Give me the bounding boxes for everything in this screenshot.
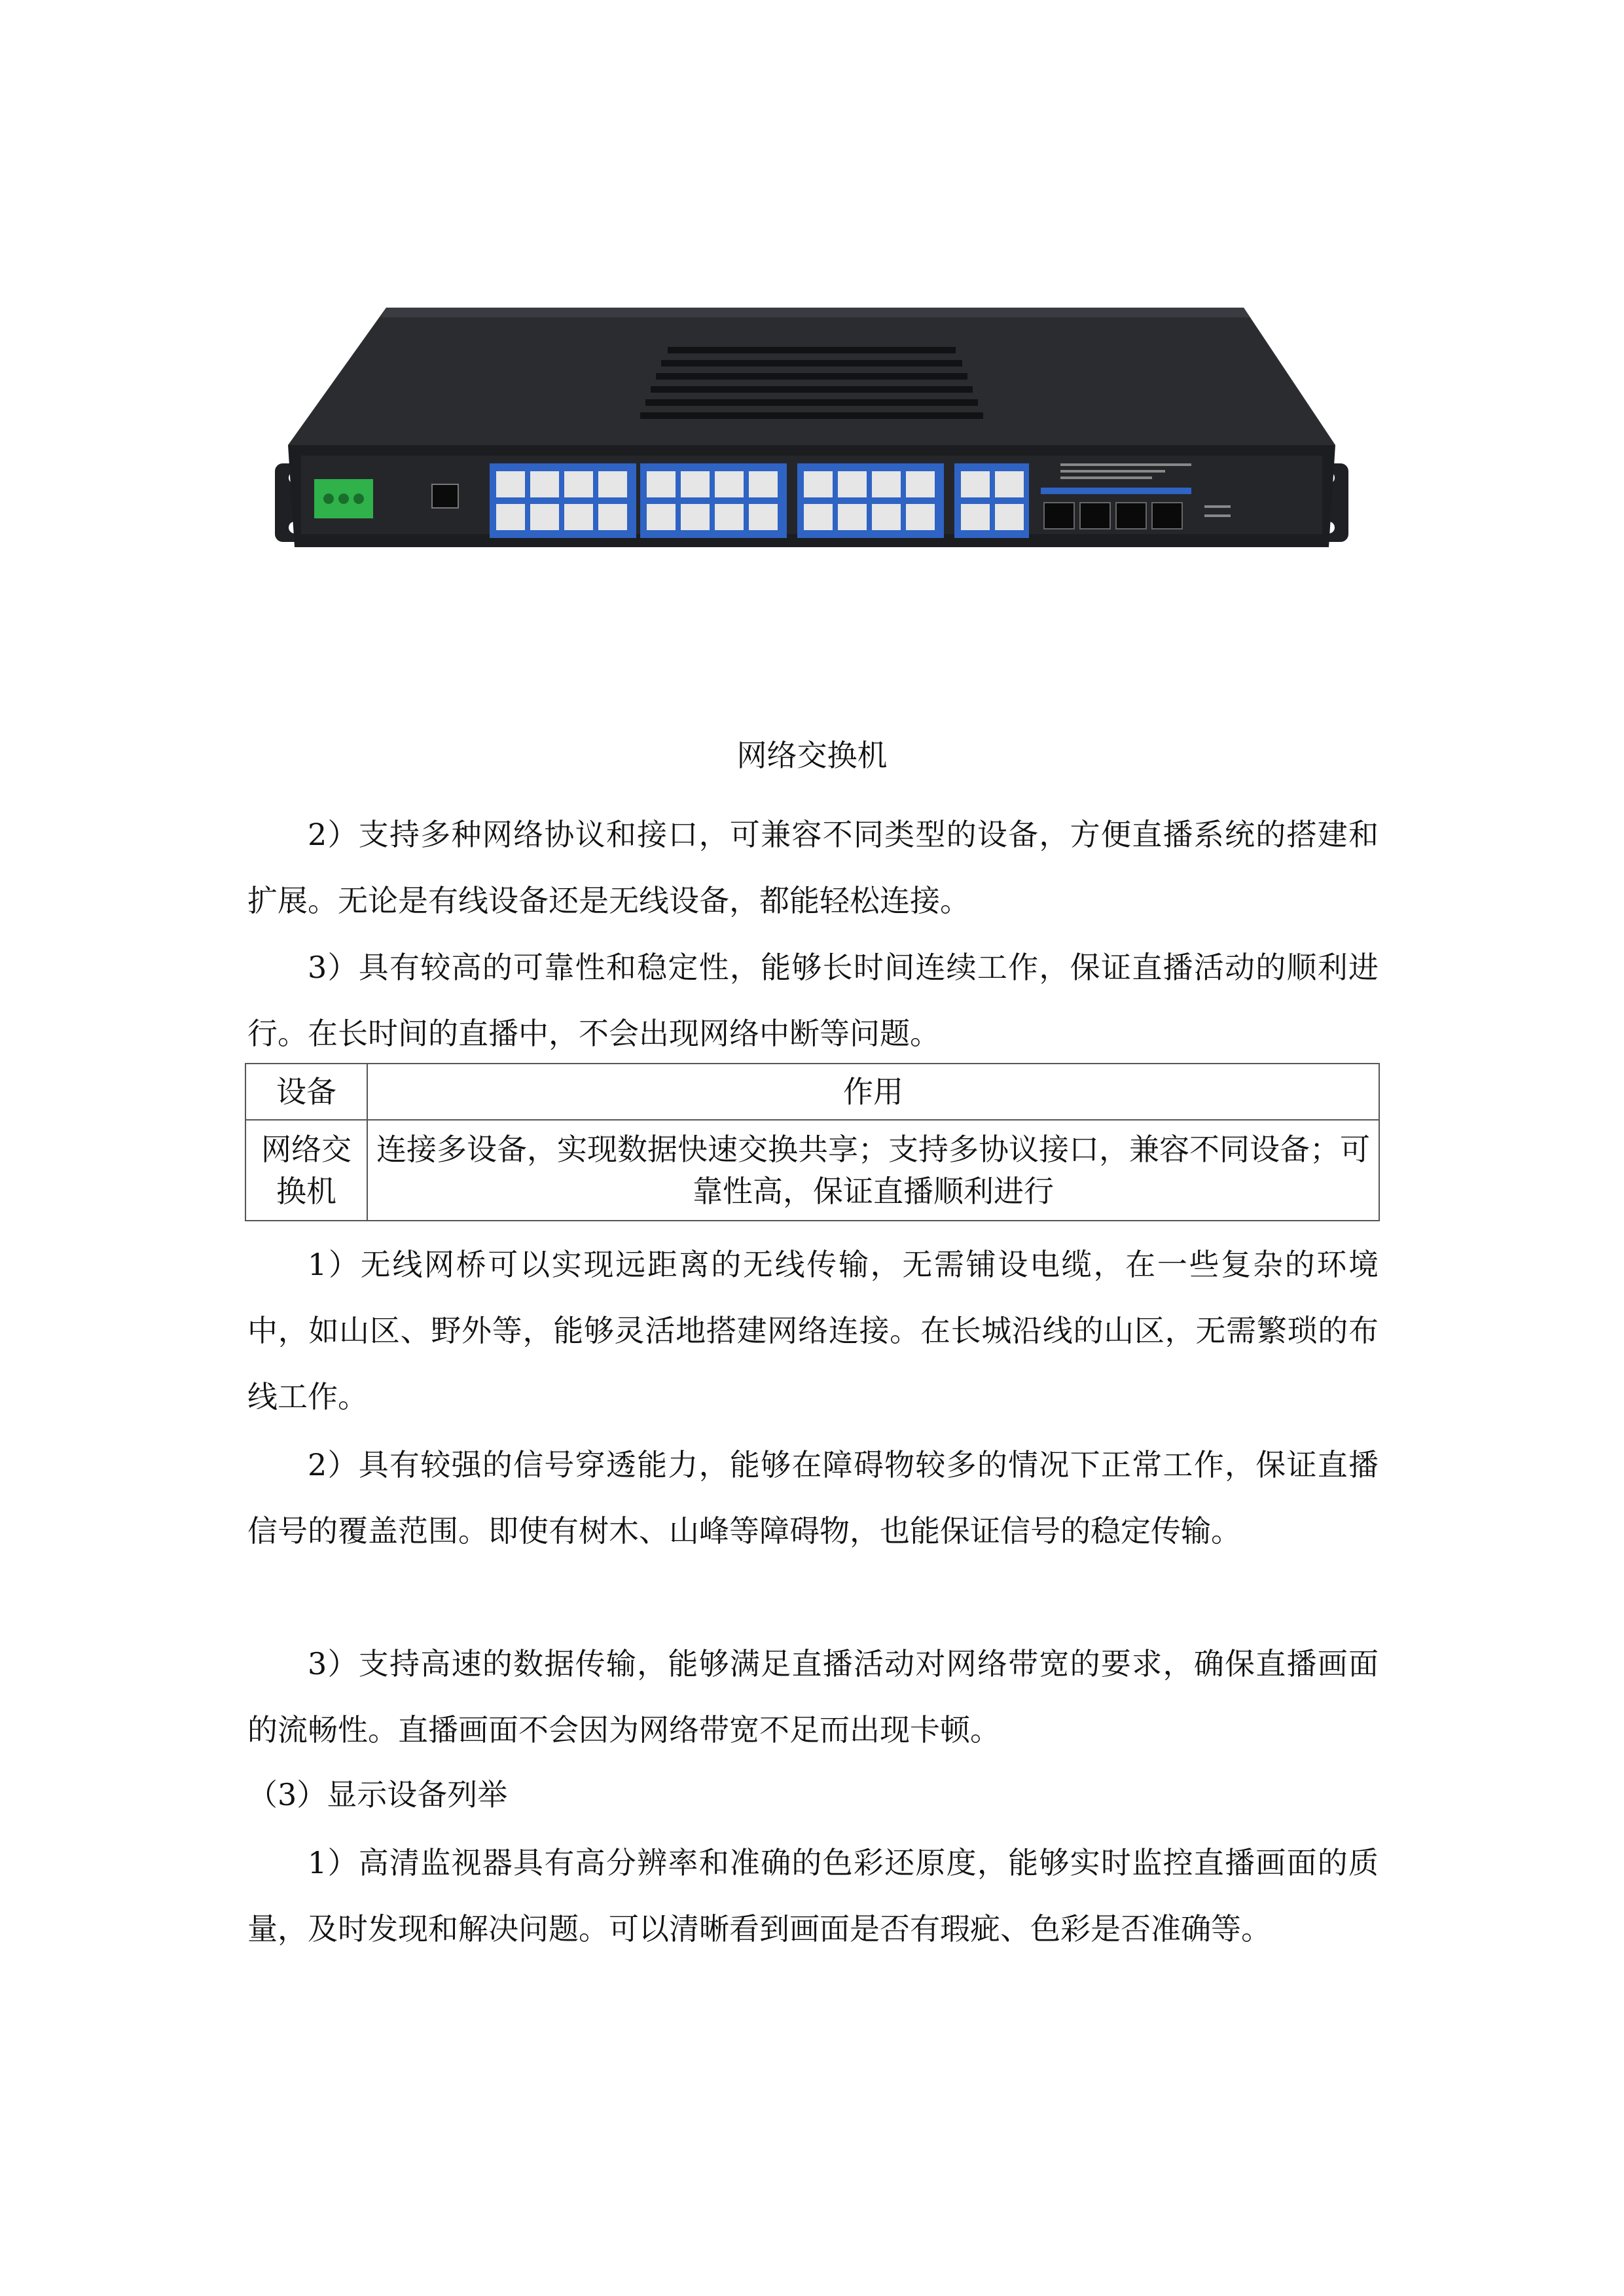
network-switch-icon	[275, 288, 1348, 628]
paragraph: 1）无线网桥可以实现远距离的无线传输，无需铺设电缆，在一些复杂的环境中，如山区、野外等，能够灵活地搭建网络连接。在长城沿线的山区，无需繁琐的布线工作。	[247, 1247, 1379, 1414]
figure-caption: 网络交换机	[736, 738, 888, 773]
table-header-cell: 设备	[245, 1064, 367, 1120]
paragraph: 2）支持多种网络协议和接口，可兼容不同类型的设备，方便直播系统的搭建和扩展。无论是有线设备还是无线设备，都能轻松连接。	[247, 817, 1379, 918]
table-cell: 连接多设备，实现数据快速交换共享；支持多协议接口，兼容不同设备；可靠性高，保证直播顺利进行	[367, 1120, 1379, 1221]
network-switch-figure	[275, 288, 1348, 628]
paragraph: 2）具有较强的信号穿透能力，能够在障碍物较多的情况下正常工作，保证直播信号的覆盖范围。即使有树木、山峰等障碍物，也能保证信号的稳定传输。	[247, 1447, 1379, 1549]
paragraph: 3）支持高速的数据传输，能够满足直播活动对网络带宽的要求，确保直播画面的流畅性。直播画面不会因为网络带宽不足而出现卡顿。	[247, 1646, 1379, 1748]
table-header-row	[245, 1064, 1379, 1120]
table-cell: 网络交换机	[245, 1120, 367, 1221]
paragraph: 1）高清监视器具有高分辨率和准确的色彩还原度，能够实时监控直播画面的质量，及时发现和解决问题。可以清晰看到画面是否有瑕疵、色彩是否准确等。	[247, 1845, 1379, 1946]
device-table	[245, 1063, 1380, 1221]
section-heading: （3）显示设备列举	[247, 1777, 508, 1812]
table-header-cell: 作用	[367, 1064, 1379, 1120]
table-row	[245, 1120, 1379, 1221]
paragraph: 3）具有较高的可靠性和稳定性，能够长时间连续工作，保证直播活动的顺利进行。在长时间的直播中，不会出现网络中断等问题。	[247, 950, 1379, 1051]
